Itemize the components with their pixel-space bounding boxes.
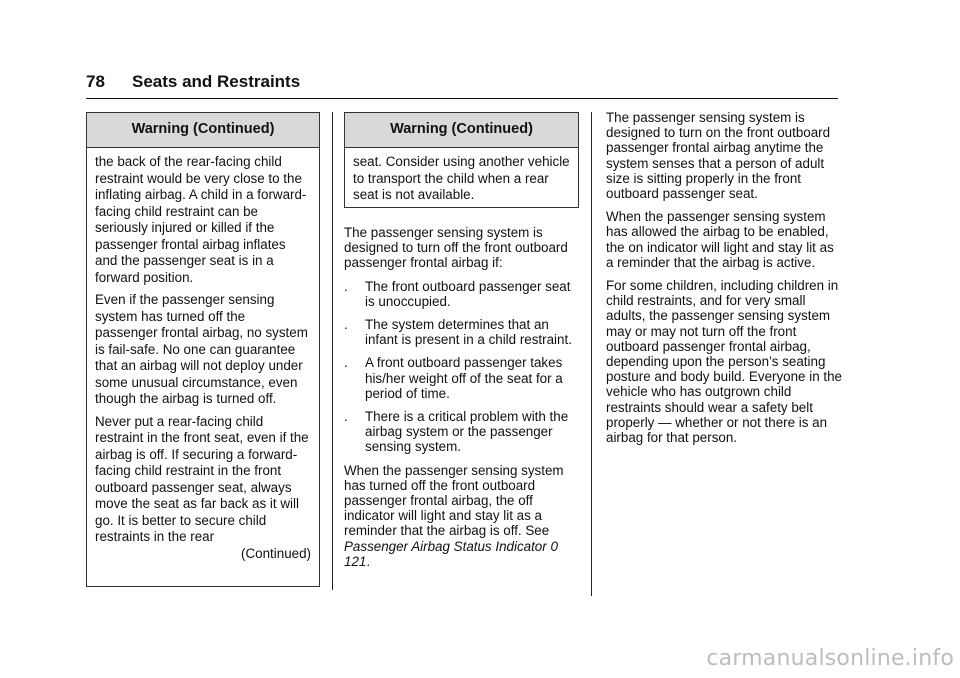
warning-paragraph: the back of the rear-facing child restraint would be very close to the inflating airbag. A child in a forward-facing child restraint can be seriously injured or killed if the passenger frontal airbag inflates and the passenger seat is in a forward position. xyxy=(95,154,307,285)
body-paragraph xyxy=(344,463,579,569)
reference-end: . xyxy=(366,553,371,569)
bullet-mark: . xyxy=(344,409,348,425)
left-warning-box xyxy=(86,112,320,587)
column-divider-2 xyxy=(591,112,592,596)
warning-title: Warning (Continued) xyxy=(345,113,578,148)
section-title: Seats and Restraints xyxy=(132,72,301,91)
watermark: carmanualsonline.info xyxy=(706,646,954,671)
warning-paragraph: Never put a rear-facing child restraint in the front seat, even if the airbag is off. If securing a forward-facing child restraint in the front outboard passenger seat, always move the seat as far back as it will go. It is better to secure child restraints in the rear xyxy=(95,413,309,544)
warning-title: Warning (Continued) xyxy=(87,113,319,148)
body-paragraph: When the passenger sensing system has allowed the airbag to be enabled, the on indicator will light and stay lit as a reminder that the airbag is active. xyxy=(606,209,834,270)
list-item xyxy=(344,355,579,401)
right-column xyxy=(606,110,842,453)
page-header xyxy=(86,72,838,99)
middle-warning-box xyxy=(344,112,579,208)
column-divider-1 xyxy=(332,112,333,590)
bullet-text: The system determines that an infant is present in a child restraint. xyxy=(365,317,572,348)
body-paragraph: The passenger sensing system is designed to turn on the front outboard passenger frontal airbag anytime the system senses that a person of adult size is sitting properly in the front outboard passenger seat. xyxy=(606,110,831,202)
body-paragraph: For some children, including children in child restraints, and for very small adults, the passenger sensing system may or may not turn off the front outboard passenger frontal airbag, depending upon the person’s seating posture and body build. Everyone in the vehicle who has outgrown child restraints should wear a safety belt properly — whether or not there is an airbag for that person. xyxy=(606,278,842,446)
page-number: 78 xyxy=(86,72,105,91)
reference-page: 121 xyxy=(344,553,367,569)
reference-title: Passenger Airbag Status Indicator xyxy=(344,538,547,554)
bullet-mark: . xyxy=(344,317,348,333)
warning-paragraph: seat. Consider using another vehicle to transport the child when a rear seat is not available. xyxy=(353,154,570,202)
page-arrow-icon: 0 xyxy=(550,538,558,554)
bullet-mark: . xyxy=(344,278,348,294)
list-item xyxy=(344,409,579,455)
warning-paragraph: Even if the passenger sensing system has turned off the passenger frontal airbag, no system is fail-safe. No one can guarantee that an airbag will not deploy under some unusual circumstance, even though the airbag is turned off. xyxy=(95,292,308,406)
closing-text: When the passenger sensing system has turned off the front outboard passenger frontal airbag, the off indicator will light and stay lit as a reminder that the airbag is off. See xyxy=(344,462,564,539)
bullet-text: A front outboard passenger takes his/her weight off of the seat for a period of time. xyxy=(365,355,563,401)
continued-label: (Continued) xyxy=(241,545,311,561)
cross-reference-link[interactable] xyxy=(344,539,558,569)
list-item xyxy=(344,279,579,309)
bullet-mark: . xyxy=(344,355,348,371)
bullet-text: The front outboard passenger seat is unoccupied. xyxy=(365,278,571,309)
middle-column xyxy=(344,225,579,577)
list-item xyxy=(344,317,579,347)
body-paragraph: The passenger sensing system is designed to turn off the front outboard passenger frontal airbag if: xyxy=(344,225,568,271)
bullet-text: There is a critical problem with the airbag system or the passenger sensing system. xyxy=(365,409,569,455)
